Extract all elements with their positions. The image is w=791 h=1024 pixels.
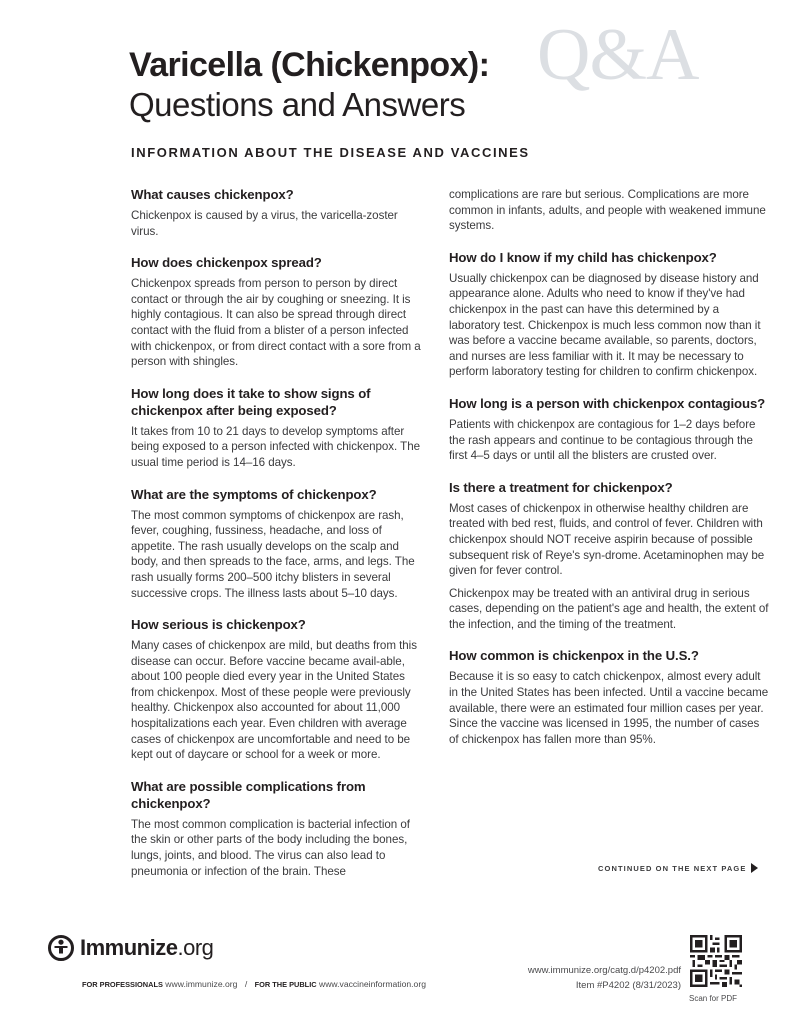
question-heading: What causes chickenpox? [131, 187, 294, 202]
qr-code-icon[interactable] [690, 935, 742, 987]
item-number: Item #P4202 (8/31/2023) [575, 980, 681, 991]
answer-text: The most common symptoms of chickenpox are rash, fever, coughing, fussiness, headache, and loss of appetite. The rash usually develops on the scalp and body, and then spreads to the face, arms, and legs. The rash usually forms 200–500 itchy blisters in several successive crops. The illness lasts about 5–10 days. [131, 508, 415, 600]
answer-text: It takes from 10 to 21 days to develop symptoms after being exposed to a person infected with chickenpox. The usual time period is 14–16 days. [131, 424, 421, 469]
immunize-logo[interactable] [48, 935, 213, 961]
left-column [131, 186, 427, 879]
question-heading: How long is a person with chickenpox contagious? [449, 395, 766, 411]
answer-text: Because it is so easy to catch chickenpox, almost every adult in the United States has been infected. Until a vaccine became available, there were an estimated four million cases per year. Since the vaccine was licensed in 1995, the number of cases of chickenpox has fallen more than 95%. [449, 670, 769, 746]
page-title: Varicella (Chickenpox): [129, 46, 490, 84]
footer-links [82, 979, 426, 989]
question-heading: What are possible complications from chickenpox? [131, 778, 366, 811]
footer-document-info [528, 963, 681, 993]
answer-continuation: complications are rare but serious. Complications are more common in infants, adults, and people with weakened immune systems. [449, 188, 766, 233]
footer-separator: / [244, 979, 248, 989]
question-heading: How long does it take to show signs of chickenpox after being exposed? [131, 385, 371, 418]
continued-next-page[interactable] [598, 863, 758, 873]
question-heading: Is there a treatment for chickenpox? [449, 479, 673, 495]
question-heading: How does chickenpox spread? [131, 255, 322, 271]
question-heading: What are the symptoms of chickenpox? [131, 486, 377, 502]
qa-watermark: Q&A [537, 14, 699, 96]
answer-text: Chickenpox is caused by a virus, the varicella-zoster virus. [131, 209, 398, 238]
qr-caption: Scan for PDF [689, 994, 738, 1003]
professionals-link[interactable]: www.immunize.org [165, 979, 238, 989]
answer-text: The most common complication is bacterial infection of the skin or other parts of the body including the bones, lungs, joints, and blood. The virus can also lead to pneumonia or infection of the brain. These [131, 817, 410, 878]
answer-text: Usually chickenpox can be diagnosed by disease history and appearance alone. Adults who need to know if they've had chickenpox in the past can have this determined by a laboratory test. Chickenpox is much less common now than it was before a vaccine became available, so parents, doctors, and nurses are less familiar with it. It may be necessary to perform laboratory testing for children to confirm chickenpox. [449, 271, 761, 379]
logo-wordmark [80, 935, 213, 961]
answer-text: Chickenpox may be treated with an antiviral drug in serious cases, depending on the patient's age and health, the extent of the infection, and the timing of the treatment. [449, 586, 769, 631]
question-heading: How serious is chickenpox? [131, 617, 306, 633]
public-label: FOR THE PUBLIC [254, 980, 317, 989]
logo-name: Immunize [80, 935, 178, 960]
answer-text: Patients with chickenpox are contagious for 1–2 days before the rash appears and continue to be contagious through the first 4–5 days or until all the blisters are crusted over. [449, 417, 756, 463]
answer-text: Most cases of chickenpox in otherwise healthy children are treated with bed rest, fluids, and control of fever. Children with chickenpox should NOT receive aspirin because of possible subsequent risk of Reye's syn-drome. Acetaminophen may be given for fever control. [449, 501, 765, 578]
answer-text: Many cases of chickenpox are mild, but deaths from this disease can occur. Before vaccine became avail-able, about 100 people died every year in the United States from chickenpox. Most of these people were previously healthy. Chickenpox also accounted for about 11,000 hospitalizations each year. Even children with average cases of chickenpox are uncomfortable and need to be kept out of daycare or school for a week or more. [131, 639, 417, 762]
page-subtitle: Questions and Answers [129, 86, 466, 123]
pdf-link[interactable]: www.immunize.org/catg.d/p4202.pdf [527, 965, 681, 976]
question-heading: How common is chickenpox in the U.S.? [449, 648, 699, 664]
play-arrow-icon [751, 863, 758, 873]
professionals-label: FOR PROFESSIONALS [82, 980, 163, 989]
question-heading: How do I know if my child has chickenpox? [449, 249, 717, 265]
continued-label: CONTINUED ON THE NEXT PAGE [598, 863, 747, 873]
right-column [449, 187, 769, 747]
answer-text: Chickenpox spreads from person to person by direct contact or through the air by coughing or sneezing. It is highly contagious. It can also be spread through direct contact with the fluid from a blister of a person infected with chickenpox, or from direct contact with a sore from a person with shingles. [131, 277, 421, 369]
logo-suffix: .org [177, 935, 214, 960]
immunize-logo-icon [48, 935, 74, 961]
public-link[interactable]: www.vaccineinformation.org [318, 979, 426, 989]
section-tagline: INFORMATION ABOUT THE DISEASE AND VACCINES [131, 145, 530, 160]
